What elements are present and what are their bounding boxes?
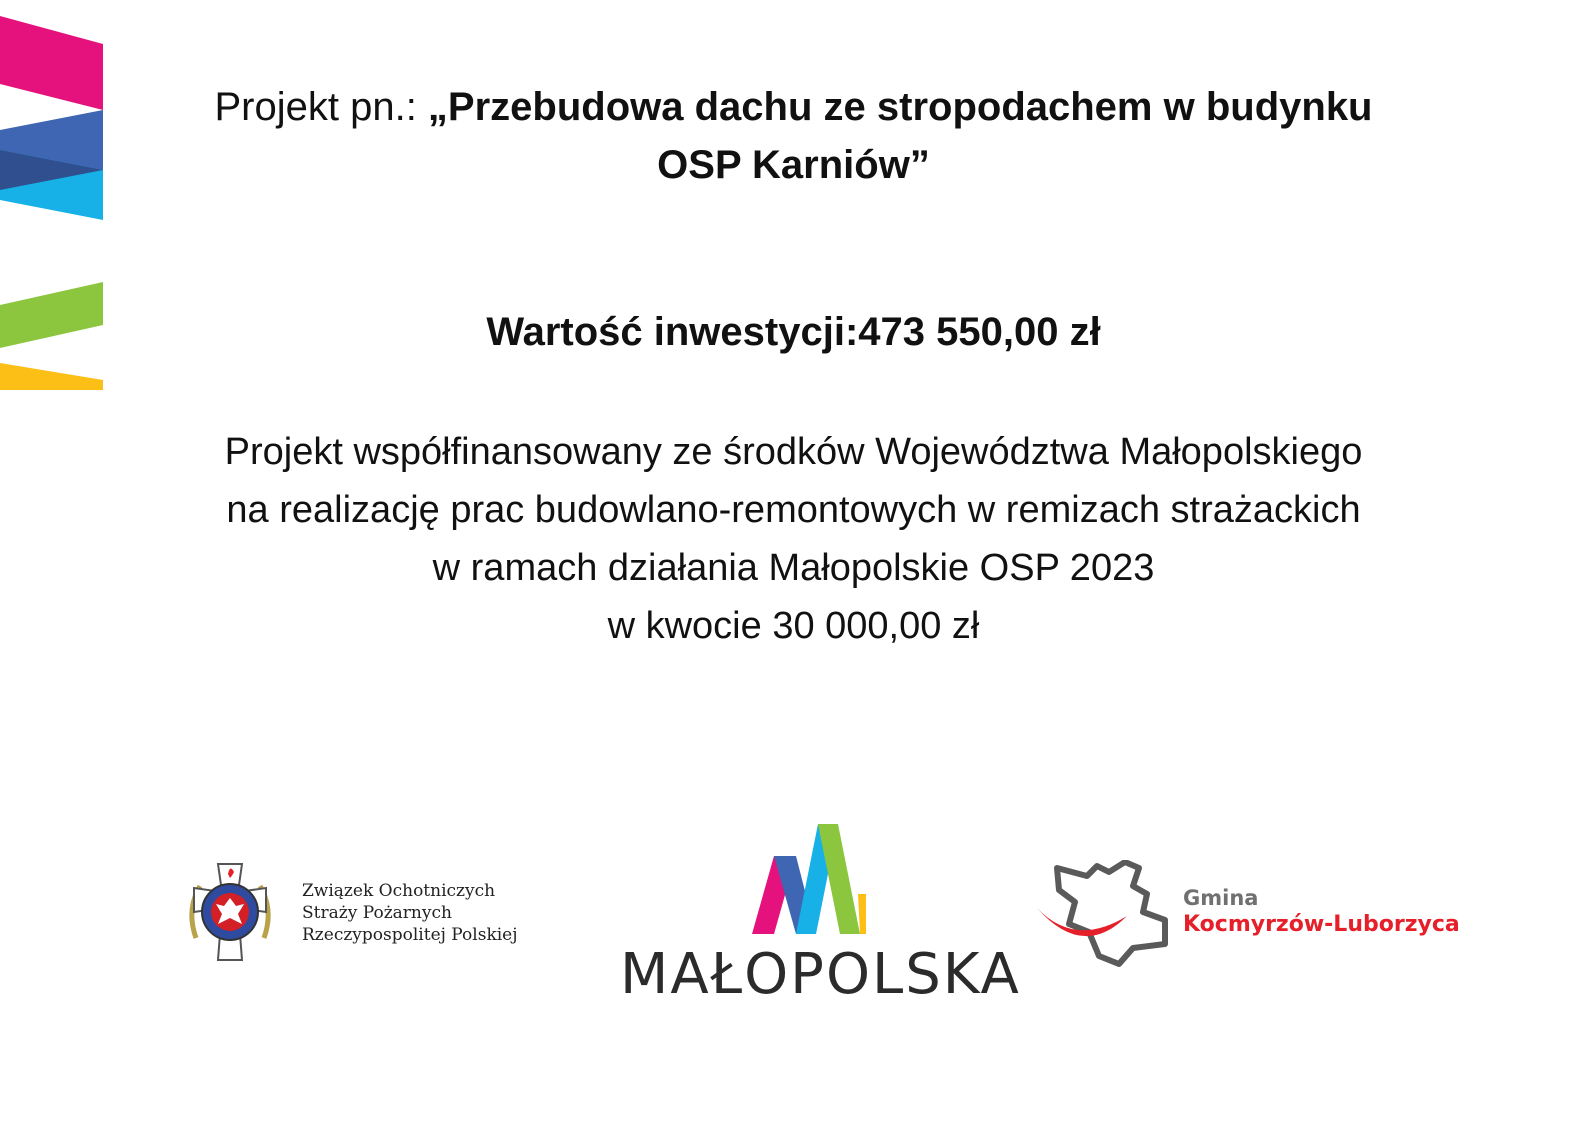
malopolska-wordmark: MAŁOPOLSKA [620,942,1021,1007]
gmina-logo [1035,860,1495,970]
project-name-part2: OSP Karniów” [657,143,930,187]
funding-line-3: w ramach działania Małopolskie OSP 2023 [432,547,1155,589]
project-title-line1 [150,78,1437,136]
zosp-emblem-icon [178,860,282,964]
malopolska-stripes-decoration [0,0,110,400]
zosp-name-line3: Rzeczypospolitej Polskiej [302,925,518,945]
funding-line-1: Projekt współfinansowany ze środków Województwa Małopolskiego [224,431,1363,473]
gmina-name: Kocmyrzów-Luborzyca [1183,912,1460,937]
gmina-label: Gmina [1183,886,1259,910]
project-title-prefix: Projekt pn.: [214,85,428,129]
funding-line-4: w kwocie 30 000,00 zł [607,605,980,647]
investment-value: Wartość inwestycji:473 550,00 zł [486,310,1101,354]
gmina-map-logo-icon [1035,860,1175,968]
project-name-part1: „Przebudowa dachu ze stropodachem w budynku [427,85,1373,129]
funding-line-2: na realizację prac budowlano-remontowych w remizach strażackich [226,489,1361,531]
malopolska-logo [620,820,1021,1010]
zosp-name-line2: Straży Pożarnych [302,903,452,923]
funding-description [150,423,1437,655]
zosp-logo [178,860,538,970]
zosp-name-line1: Związek Ochotniczych [302,881,496,901]
malopolska-m-logo-icon [752,822,868,934]
project-title [150,78,1437,194]
